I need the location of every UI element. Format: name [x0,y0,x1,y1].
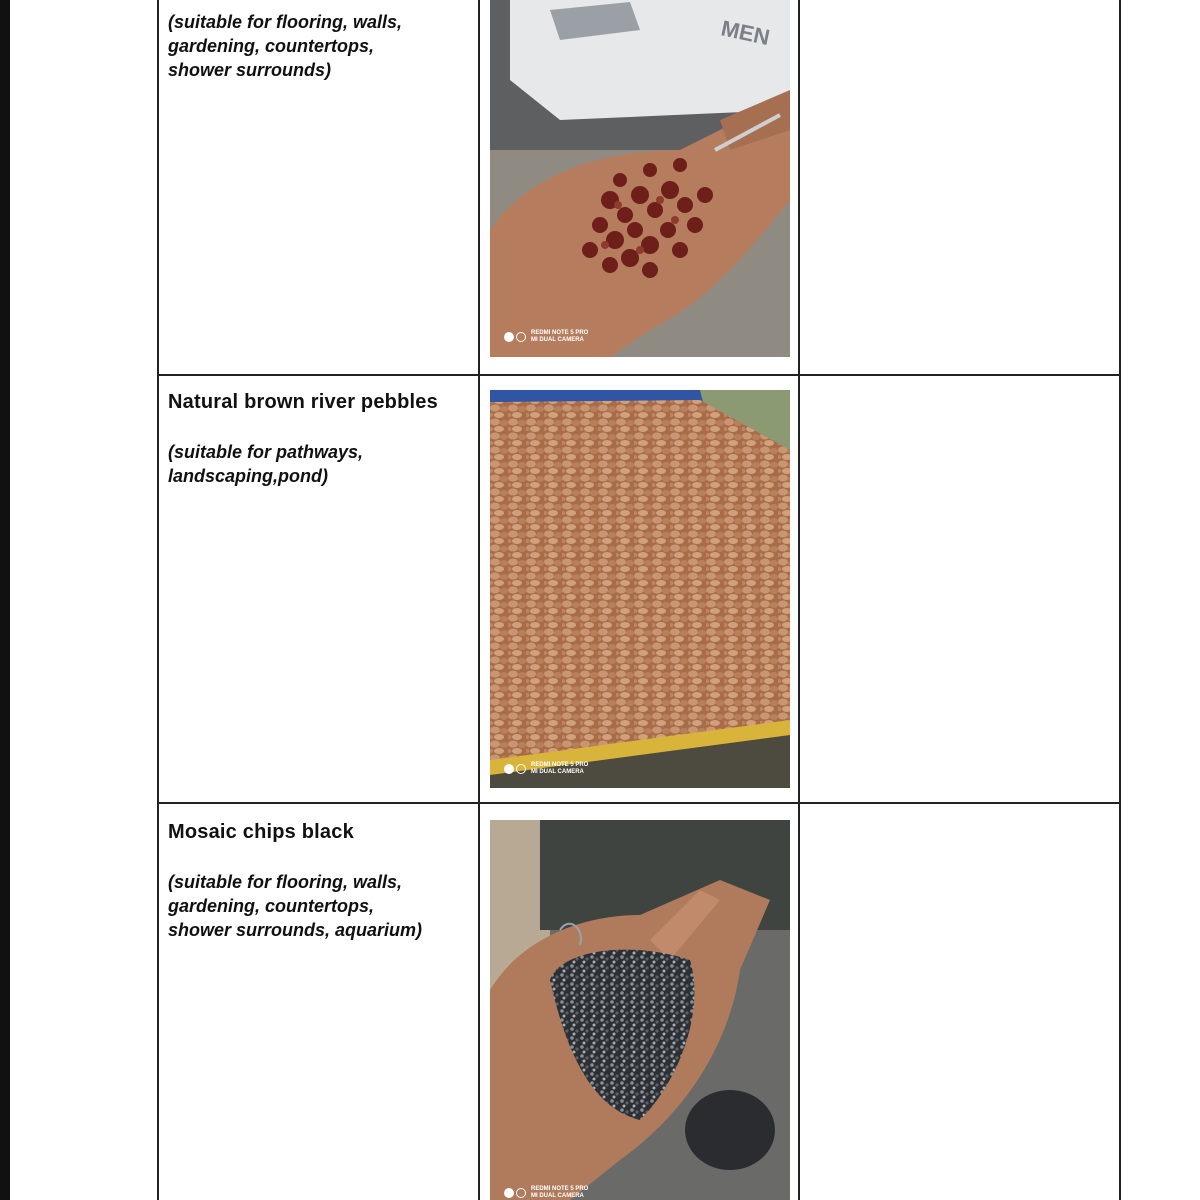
product-photo-river-pebbles [490,390,790,788]
product-description: (suitable for flooring, walls, gardening, countertops, shower surrounds) [168,12,403,80]
table-border [1119,0,1121,1200]
product-description: (suitable for flooring, walls, gardening, countertops, shower surrounds, aquarium) [168,872,423,940]
table-border [157,0,159,1200]
table-border [798,0,800,1200]
camera-watermark: REDMI NOTE 5 PRO MI DUAL CAMERA [504,330,588,344]
product-name: Natural brown river pebbles [168,391,438,413]
svg-text:MEN: MEN [718,15,772,51]
camera-watermark: REDMI NOTE 5 PRO MI DUAL CAMERA [504,1186,588,1200]
product-photo-black-chips [490,820,790,1200]
table-row-divider [157,374,1121,376]
table-row [168,10,474,82]
table-row-divider [157,802,1121,804]
product-photo-red-chips [490,0,790,357]
table-row [168,390,474,488]
table-border [478,0,480,1200]
page-left-edge [0,0,10,1200]
product-name: Mosaic chips black [168,821,354,843]
product-description: (suitable for pathways, landscaping,pond) [168,442,364,486]
camera-watermark: REDMI NOTE 5 PRO MI DUAL CAMERA [504,762,588,776]
table-row [168,820,474,942]
